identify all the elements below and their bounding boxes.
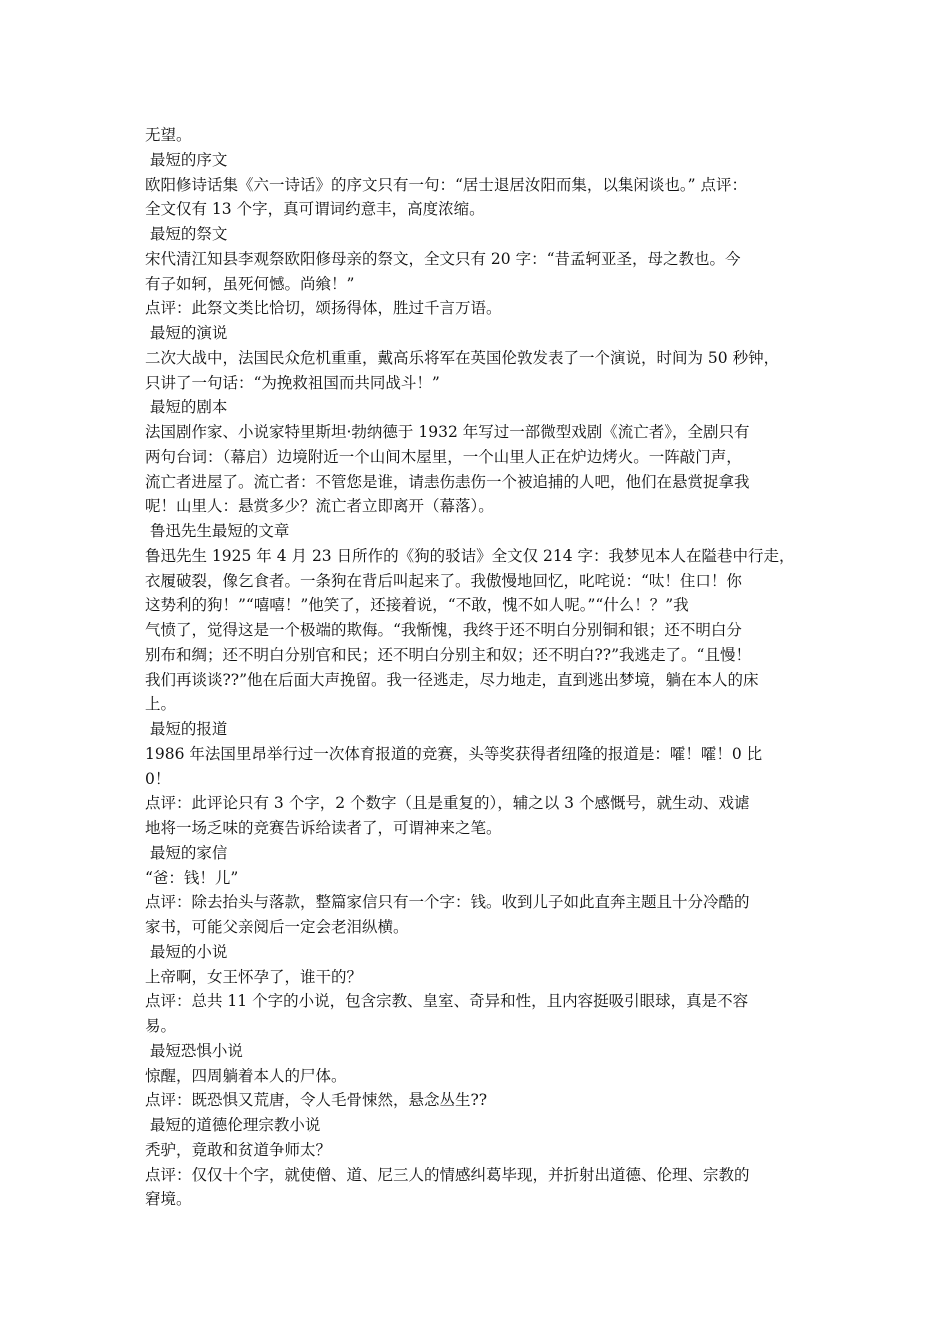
text-line: 二次大战中，法国民众危机重重，戴高乐将军在英国伦敦发表了一个演说，时间为 50 秒钟， xyxy=(145,348,780,367)
text-line: 流亡者进屋了。流亡者：不管您是谁，请恚伤恚伤一个被追捕的人吧，他们在悬赏捉拿我 xyxy=(145,472,750,491)
text-line: 衣履破裂，像乞食者。一条狗在背后叫起来了。我傲慢地回忆，叱咤说：“呔！住口！你 xyxy=(145,571,742,590)
text-line: 法国剧作家、小说家特里斯坦·勃纳德于 1932 年写过一部微型戏剧《流亡者》，全剧只有 xyxy=(145,423,750,441)
text-line: 全文仅有 13 个字，真可谓词约意丰，高度浓缩。 xyxy=(145,200,485,219)
text-line: 上。 xyxy=(145,695,177,714)
text-line: 气愤了，觉得这是一个极端的欺侮。“我惭愧，我终于还不明白分别铜和银；还不明白分 xyxy=(145,621,742,639)
text-line: 窘境。 xyxy=(145,1190,192,1209)
section-heading: 最短的祭文 xyxy=(145,225,228,243)
text-line: 宋代清江知县李观祭欧阳修母亲的祭文，全文只有 20 字：“昔孟轲亚圣，母之教也。今 xyxy=(145,249,741,268)
text-line: 上帝啊，女王怀孕了，谁干的？ xyxy=(145,967,363,986)
text-line: 易。 xyxy=(145,1017,177,1035)
text-line: 我们再谈谈??”他在后面大声挽留。我一径逃走，尽力地走，直到逃出梦境，躺在本人的床 xyxy=(145,670,759,689)
text-line: 点评：除去抬头与落款，整篇家信只有一个字：钱。收到儿子如此直奔主题且十分冷酷的 xyxy=(145,893,750,912)
text-line: 呢！山里人：悬赏多少？流亡者立即离开（幕落）。 xyxy=(145,497,494,516)
section-heading: 最短的家信 xyxy=(145,843,228,862)
section-heading: 最短的序文 xyxy=(145,150,228,169)
text-line: 两句台词：（幕启）边境附近一个山间木屋里，一个山里人正在炉边烤火。一阵敲门声， xyxy=(145,447,742,466)
section-heading: 最短的报道 xyxy=(145,720,228,738)
text-line: 别布和绸；还不明白分别官和民；还不明白分别主和奴；还不明白??”我逃走了。“且慢！ xyxy=(145,645,751,664)
section-heading: 最短恐惧小说 xyxy=(145,1041,243,1060)
section-heading: 最短的演说 xyxy=(145,324,228,342)
text-line: 无望。 xyxy=(145,126,192,144)
text-line: 秃驴，竟敢和贫道争师太？ xyxy=(145,1140,332,1159)
document-page xyxy=(145,123,817,1212)
section-heading: 最短的小说 xyxy=(145,942,228,961)
text-line: 点评：既恐惧又荒唐，令人毛骨悚然，悬念丛生?? xyxy=(145,1091,488,1110)
section-heading: 鲁迅先生最短的文章 xyxy=(145,522,290,540)
text-line: 地将一场乏味的竞赛告诉给读者了，可谓神来之笔。 xyxy=(145,819,502,837)
section-heading: 最短的道德伦理宗教小说 xyxy=(145,1116,321,1134)
section-heading: 最短的剧本 xyxy=(145,398,228,417)
text-line: 鲁迅先生 1925 年 4 月 23 日所作的《狗的驳诘》全文仅 214 字：我梦见本人在隘巷中行走， xyxy=(145,546,795,565)
text-line: 点评：此祭文类比恰切，颂扬得体，胜过千言万语。 xyxy=(145,299,502,318)
text-line: 只讲了一句话：“为挽救祖国而共同战斗！” xyxy=(145,373,440,392)
text-line: 点评：仅仅十个字，就使僧、道、尼三人的情感纠葛毕现，并折射出道德、伦理、宗教的 xyxy=(145,1165,750,1184)
text-line: 惊醒，四周躺着本人的尸体。 xyxy=(145,1066,347,1085)
text-line: 家书，可能父亲阅后一定会老泪纵横。 xyxy=(145,918,409,936)
text-line: 欧阳修诗话集《六一诗话》的序文只有一句：“居士退居汝阳而集，以集闲谈也。” 点评： xyxy=(145,175,748,194)
text-line: 有子如轲，虽死何憾。尚飨！” xyxy=(145,274,355,293)
text-line: 点评：此评论只有 3 个字，2 个数字（且是重复的），辅之以 3 个感慨号，就生动、戏谑 xyxy=(145,794,750,813)
text-line: 点评：总共 11 个字的小说，包含宗教、皇室、奇异和性，且内容挺吸引眼球，真是不容 xyxy=(145,992,749,1011)
text-line: 0！ xyxy=(145,769,171,788)
text-line: “爸：钱！儿” xyxy=(145,868,239,887)
text-line: 1986 年法国里昂举行过一次体育报道的竞赛，头等奖获得者纽隆的报道是：嚯！嚯！0 比 xyxy=(145,744,763,763)
text-line: 这势利的狗！”“嘻嘻！”他笑了，还接着说，“不敢，愧不如人呢。”“什么！？”我 xyxy=(145,596,689,615)
